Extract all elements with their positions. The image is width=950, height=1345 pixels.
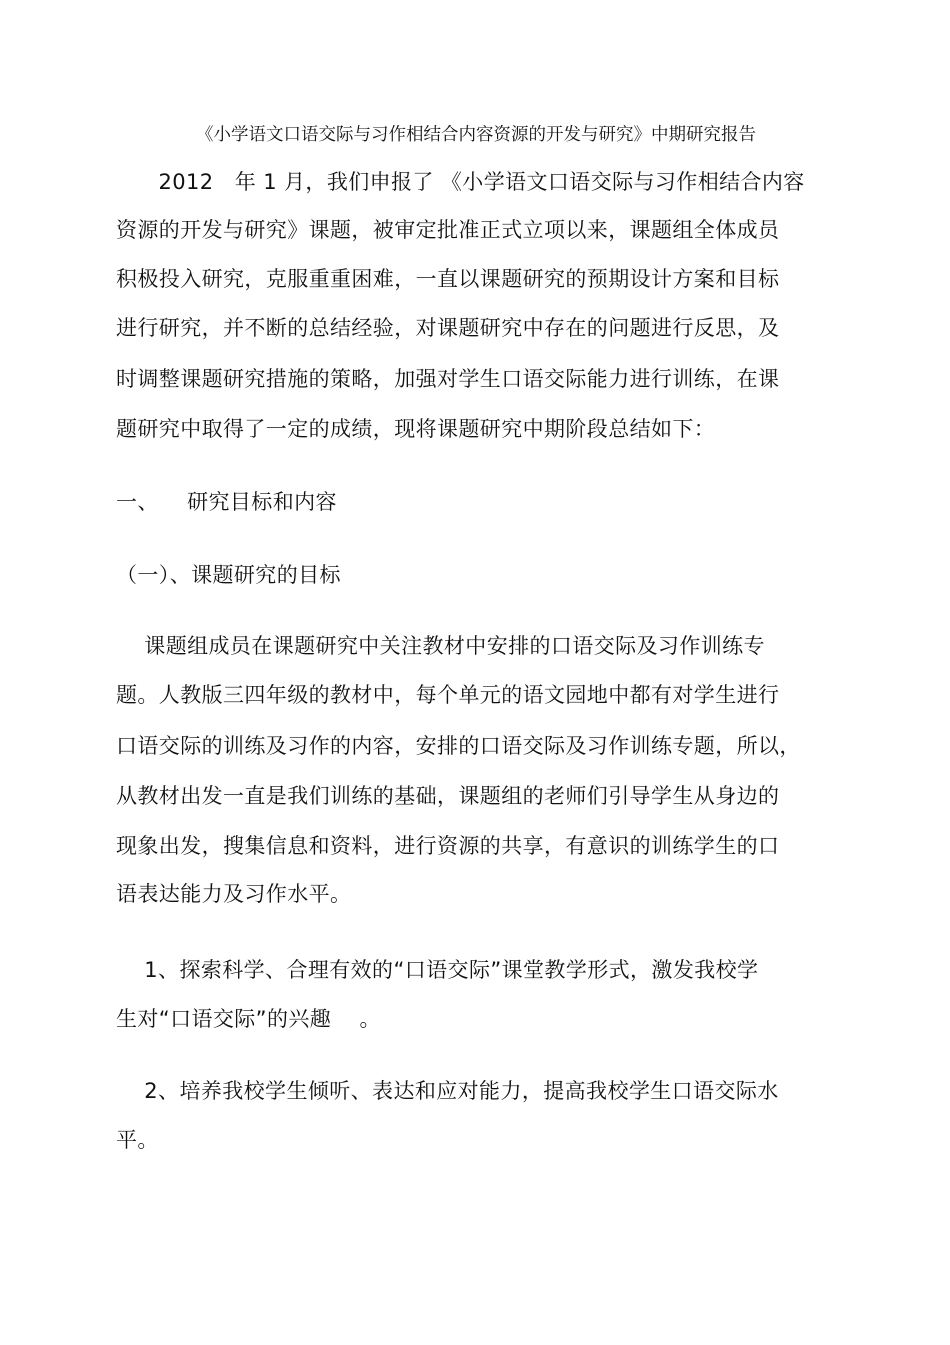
goal-1-line: 生对“口语交际”的兴趣 。 xyxy=(116,1007,381,1031)
goal-1-line: 1、探索科学、合理有效的“口语交际”课堂教学形式，激发我校学 xyxy=(116,958,759,982)
subsection-heading: （一）、课题研究的目标 xyxy=(116,563,341,587)
body-line: 课题组成员在课题研究中关注教材中安排的口语交际及习作训练专 xyxy=(116,634,765,658)
intro-line: 资源的开发与研究》课题，被审定批准正式立项以来，课题组全体成员 xyxy=(116,218,780,242)
goal-2-line: 2、培养我校学生倾听、表达和应对能力，提高我校学生口语交际水 xyxy=(116,1079,779,1103)
body-line: 现象出发，搜集信息和资料，进行资源的共享，有意识的训练学生的口 xyxy=(116,834,780,858)
body-line: 题。人教版三四年级的教材中，每个单元的语文园地中都有对学生进行 xyxy=(116,683,780,707)
intro-line: 进行研究，并不断的总结经验，对课题研究中存在的问题进行反思，及 xyxy=(116,316,780,340)
body-line: 从教材出发一直是我们训练的基础，课题组的老师们引导学生从身边的 xyxy=(116,784,780,808)
intro-line: 2012 年 1 月，我们申报了 《小学语文口语交际与习作相结合内容 xyxy=(116,170,805,194)
section-heading: 一、 研究目标和内容 xyxy=(116,490,337,514)
intro-line: 题研究中取得了一定的成绩，现将课题研究中期阶段总结如下： xyxy=(116,417,716,441)
document-title: 《小学语文口语交际与习作相结合内容资源的开发与研究》中期研究报告 xyxy=(196,125,756,145)
intro-line: 时调整课题研究措施的策略，加强对学生口语交际能力进行训练，在课 xyxy=(116,367,780,391)
body-line: 语表达能力及习作水平。 xyxy=(116,882,352,906)
intro-line: 积极投入研究，克服重重困难，一直以课题研究的预期设计方案和目标 xyxy=(116,267,780,291)
goal-2-line: 平。 xyxy=(116,1128,159,1152)
body-line: 口语交际的训练及习作的内容，安排的口语交际及习作训练专题，所以， xyxy=(116,734,801,758)
